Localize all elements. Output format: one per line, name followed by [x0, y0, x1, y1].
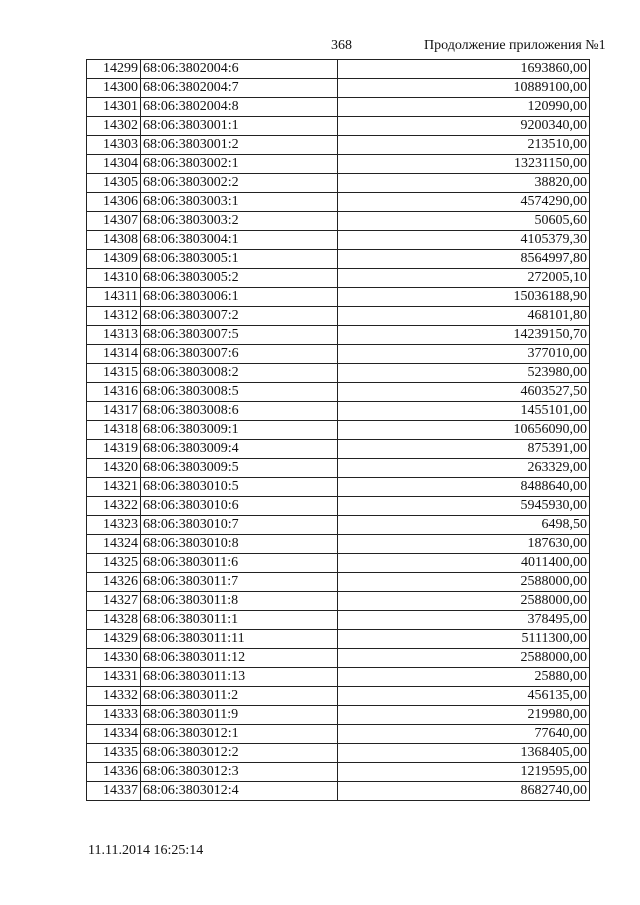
row-number: 14335 — [87, 744, 141, 763]
cadastral-value: 2588000,00 — [338, 592, 590, 611]
cadastral-value: 4011400,00 — [338, 554, 590, 573]
row-number: 14306 — [87, 193, 141, 212]
table-row — [87, 668, 590, 687]
row-number: 14305 — [87, 174, 141, 193]
table-row — [87, 687, 590, 706]
row-number: 14307 — [87, 212, 141, 231]
row-number: 14337 — [87, 782, 141, 801]
cadastral-number: 68:06:3803011:13 — [141, 668, 338, 687]
cadastral-value: 8682740,00 — [338, 782, 590, 801]
table-row — [87, 706, 590, 725]
cadastral-number: 68:06:3803012:2 — [141, 744, 338, 763]
row-number: 14299 — [87, 60, 141, 79]
cadastral-value: 1455101,00 — [338, 402, 590, 421]
cadastral-number: 68:06:3803007:6 — [141, 345, 338, 364]
table-row — [87, 459, 590, 478]
cadastral-value: 15036188,90 — [338, 288, 590, 307]
table-row — [87, 60, 590, 79]
cadastral-number: 68:06:3803009:1 — [141, 421, 338, 440]
cadastral-value: 219980,00 — [338, 706, 590, 725]
cadastral-value: 8564997,80 — [338, 250, 590, 269]
cadastral-value: 13231150,00 — [338, 155, 590, 174]
cadastral-number: 68:06:3803003:1 — [141, 193, 338, 212]
table-row — [87, 478, 590, 497]
row-number: 14320 — [87, 459, 141, 478]
cadastral-value: 4574290,00 — [338, 193, 590, 212]
cadastral-value: 1219595,00 — [338, 763, 590, 782]
cadastral-number: 68:06:3803010:5 — [141, 478, 338, 497]
table-row — [87, 782, 590, 801]
table-row — [87, 402, 590, 421]
cadastral-number: 68:06:3803007:5 — [141, 326, 338, 345]
cadastral-number: 68:06:3803009:4 — [141, 440, 338, 459]
cadastral-number: 68:06:3803005:1 — [141, 250, 338, 269]
table-row — [87, 307, 590, 326]
table-row — [87, 193, 590, 212]
row-number: 14318 — [87, 421, 141, 440]
row-number: 14330 — [87, 649, 141, 668]
row-number: 14308 — [87, 231, 141, 250]
table-row — [87, 326, 590, 345]
cadastral-value-table — [86, 59, 590, 801]
cadastral-value: 9200340,00 — [338, 117, 590, 136]
table-row — [87, 288, 590, 307]
cadastral-number: 68:06:3803004:1 — [141, 231, 338, 250]
row-number: 14333 — [87, 706, 141, 725]
cadastral-value: 10889100,00 — [338, 79, 590, 98]
row-number: 14304 — [87, 155, 141, 174]
row-number: 14300 — [87, 79, 141, 98]
cadastral-number: 68:06:3803011:9 — [141, 706, 338, 725]
cadastral-number: 68:06:3803001:2 — [141, 136, 338, 155]
row-number: 14329 — [87, 630, 141, 649]
cadastral-value: 263329,00 — [338, 459, 590, 478]
row-number: 14328 — [87, 611, 141, 630]
cadastral-number: 68:06:3803008:2 — [141, 364, 338, 383]
row-number: 14322 — [87, 497, 141, 516]
table-row — [87, 649, 590, 668]
cadastral-number: 68:06:3803002:1 — [141, 155, 338, 174]
cadastral-value: 5111300,00 — [338, 630, 590, 649]
table-row — [87, 136, 590, 155]
row-number: 14315 — [87, 364, 141, 383]
cadastral-value: 377010,00 — [338, 345, 590, 364]
row-number: 14325 — [87, 554, 141, 573]
table-row — [87, 79, 590, 98]
cadastral-value: 2588000,00 — [338, 573, 590, 592]
table-row — [87, 763, 590, 782]
table-row — [87, 535, 590, 554]
cadastral-number: 68:06:3802004:8 — [141, 98, 338, 117]
table-row — [87, 117, 590, 136]
row-number: 14327 — [87, 592, 141, 611]
row-number: 14312 — [87, 307, 141, 326]
cadastral-value: 8488640,00 — [338, 478, 590, 497]
table-row — [87, 250, 590, 269]
cadastral-number: 68:06:3803012:1 — [141, 725, 338, 744]
table-row — [87, 497, 590, 516]
cadastral-number: 68:06:3803010:6 — [141, 497, 338, 516]
cadastral-value: 4105379,30 — [338, 231, 590, 250]
cadastral-number: 68:06:3803011:7 — [141, 573, 338, 592]
cadastral-value: 875391,00 — [338, 440, 590, 459]
table-row — [87, 573, 590, 592]
cadastral-value: 14239150,70 — [338, 326, 590, 345]
row-number: 14331 — [87, 668, 141, 687]
cadastral-number: 68:06:3803011:1 — [141, 611, 338, 630]
table-row — [87, 725, 590, 744]
row-number: 14324 — [87, 535, 141, 554]
row-number: 14336 — [87, 763, 141, 782]
table-row — [87, 592, 590, 611]
cadastral-value: 38820,00 — [338, 174, 590, 193]
cadastral-number: 68:06:3803003:2 — [141, 212, 338, 231]
table-row — [87, 554, 590, 573]
row-number: 14303 — [87, 136, 141, 155]
row-number: 14332 — [87, 687, 141, 706]
cadastral-number: 68:06:3802004:7 — [141, 79, 338, 98]
table-row — [87, 269, 590, 288]
cadastral-number: 68:06:3803009:5 — [141, 459, 338, 478]
table-row — [87, 98, 590, 117]
table-row — [87, 630, 590, 649]
cadastral-number: 68:06:3802004:6 — [141, 60, 338, 79]
cadastral-number: 68:06:3803012:4 — [141, 782, 338, 801]
row-number: 14326 — [87, 573, 141, 592]
table-row — [87, 440, 590, 459]
table-row — [87, 212, 590, 231]
print-timestamp: 11.11.2014 16:25:14 — [88, 843, 204, 858]
cadastral-number: 68:06:3803007:2 — [141, 307, 338, 326]
table-row — [87, 516, 590, 535]
table-row — [87, 364, 590, 383]
cadastral-value: 50605,60 — [338, 212, 590, 231]
table-row — [87, 174, 590, 193]
cadastral-value: 1368405,00 — [338, 744, 590, 763]
cadastral-value: 523980,00 — [338, 364, 590, 383]
cadastral-number: 68:06:3803010:7 — [141, 516, 338, 535]
table-row — [87, 231, 590, 250]
row-number: 14317 — [87, 402, 141, 421]
cadastral-number: 68:06:3803011:6 — [141, 554, 338, 573]
cadastral-number: 68:06:3803010:8 — [141, 535, 338, 554]
row-number: 14319 — [87, 440, 141, 459]
table-body — [87, 60, 590, 801]
row-number: 14310 — [87, 269, 141, 288]
cadastral-number: 68:06:3803008:5 — [141, 383, 338, 402]
row-number: 14314 — [87, 345, 141, 364]
row-number: 14311 — [87, 288, 141, 307]
cadastral-value: 77640,00 — [338, 725, 590, 744]
row-number: 14316 — [87, 383, 141, 402]
cadastral-number: 68:06:3803011:8 — [141, 592, 338, 611]
cadastral-value: 2588000,00 — [338, 649, 590, 668]
cadastral-value: 4603527,50 — [338, 383, 590, 402]
table-row — [87, 155, 590, 174]
row-number: 14309 — [87, 250, 141, 269]
row-number: 14301 — [87, 98, 141, 117]
row-number: 14313 — [87, 326, 141, 345]
cadastral-value: 25880,00 — [338, 668, 590, 687]
cadastral-value: 10656090,00 — [338, 421, 590, 440]
cadastral-value: 5945930,00 — [338, 497, 590, 516]
cadastral-number: 68:06:3803012:3 — [141, 763, 338, 782]
cadastral-value: 1693860,00 — [338, 60, 590, 79]
table-row — [87, 383, 590, 402]
row-number: 14321 — [87, 478, 141, 497]
cadastral-value: 213510,00 — [338, 136, 590, 155]
table-row — [87, 611, 590, 630]
cadastral-number: 68:06:3803011:12 — [141, 649, 338, 668]
row-number: 14334 — [87, 725, 141, 744]
page-number: 368 — [331, 38, 352, 53]
cadastral-number: 68:06:3803002:2 — [141, 174, 338, 193]
cadastral-value: 6498,50 — [338, 516, 590, 535]
cadastral-value: 378495,00 — [338, 611, 590, 630]
cadastral-number: 68:06:3803006:1 — [141, 288, 338, 307]
cadastral-number: 68:06:3803011:11 — [141, 630, 338, 649]
table-row — [87, 744, 590, 763]
cadastral-value: 120990,00 — [338, 98, 590, 117]
cadastral-number: 68:06:3803011:2 — [141, 687, 338, 706]
continuation-header: Продолжение приложения №1 — [424, 38, 606, 53]
table-row — [87, 421, 590, 440]
cadastral-number: 68:06:3803001:1 — [141, 117, 338, 136]
row-number: 14323 — [87, 516, 141, 535]
table-row — [87, 345, 590, 364]
cadastral-value: 468101,80 — [338, 307, 590, 326]
cadastral-value: 187630,00 — [338, 535, 590, 554]
cadastral-value: 456135,00 — [338, 687, 590, 706]
row-number: 14302 — [87, 117, 141, 136]
cadastral-number: 68:06:3803005:2 — [141, 269, 338, 288]
cadastral-number: 68:06:3803008:6 — [141, 402, 338, 421]
cadastral-value: 272005,10 — [338, 269, 590, 288]
